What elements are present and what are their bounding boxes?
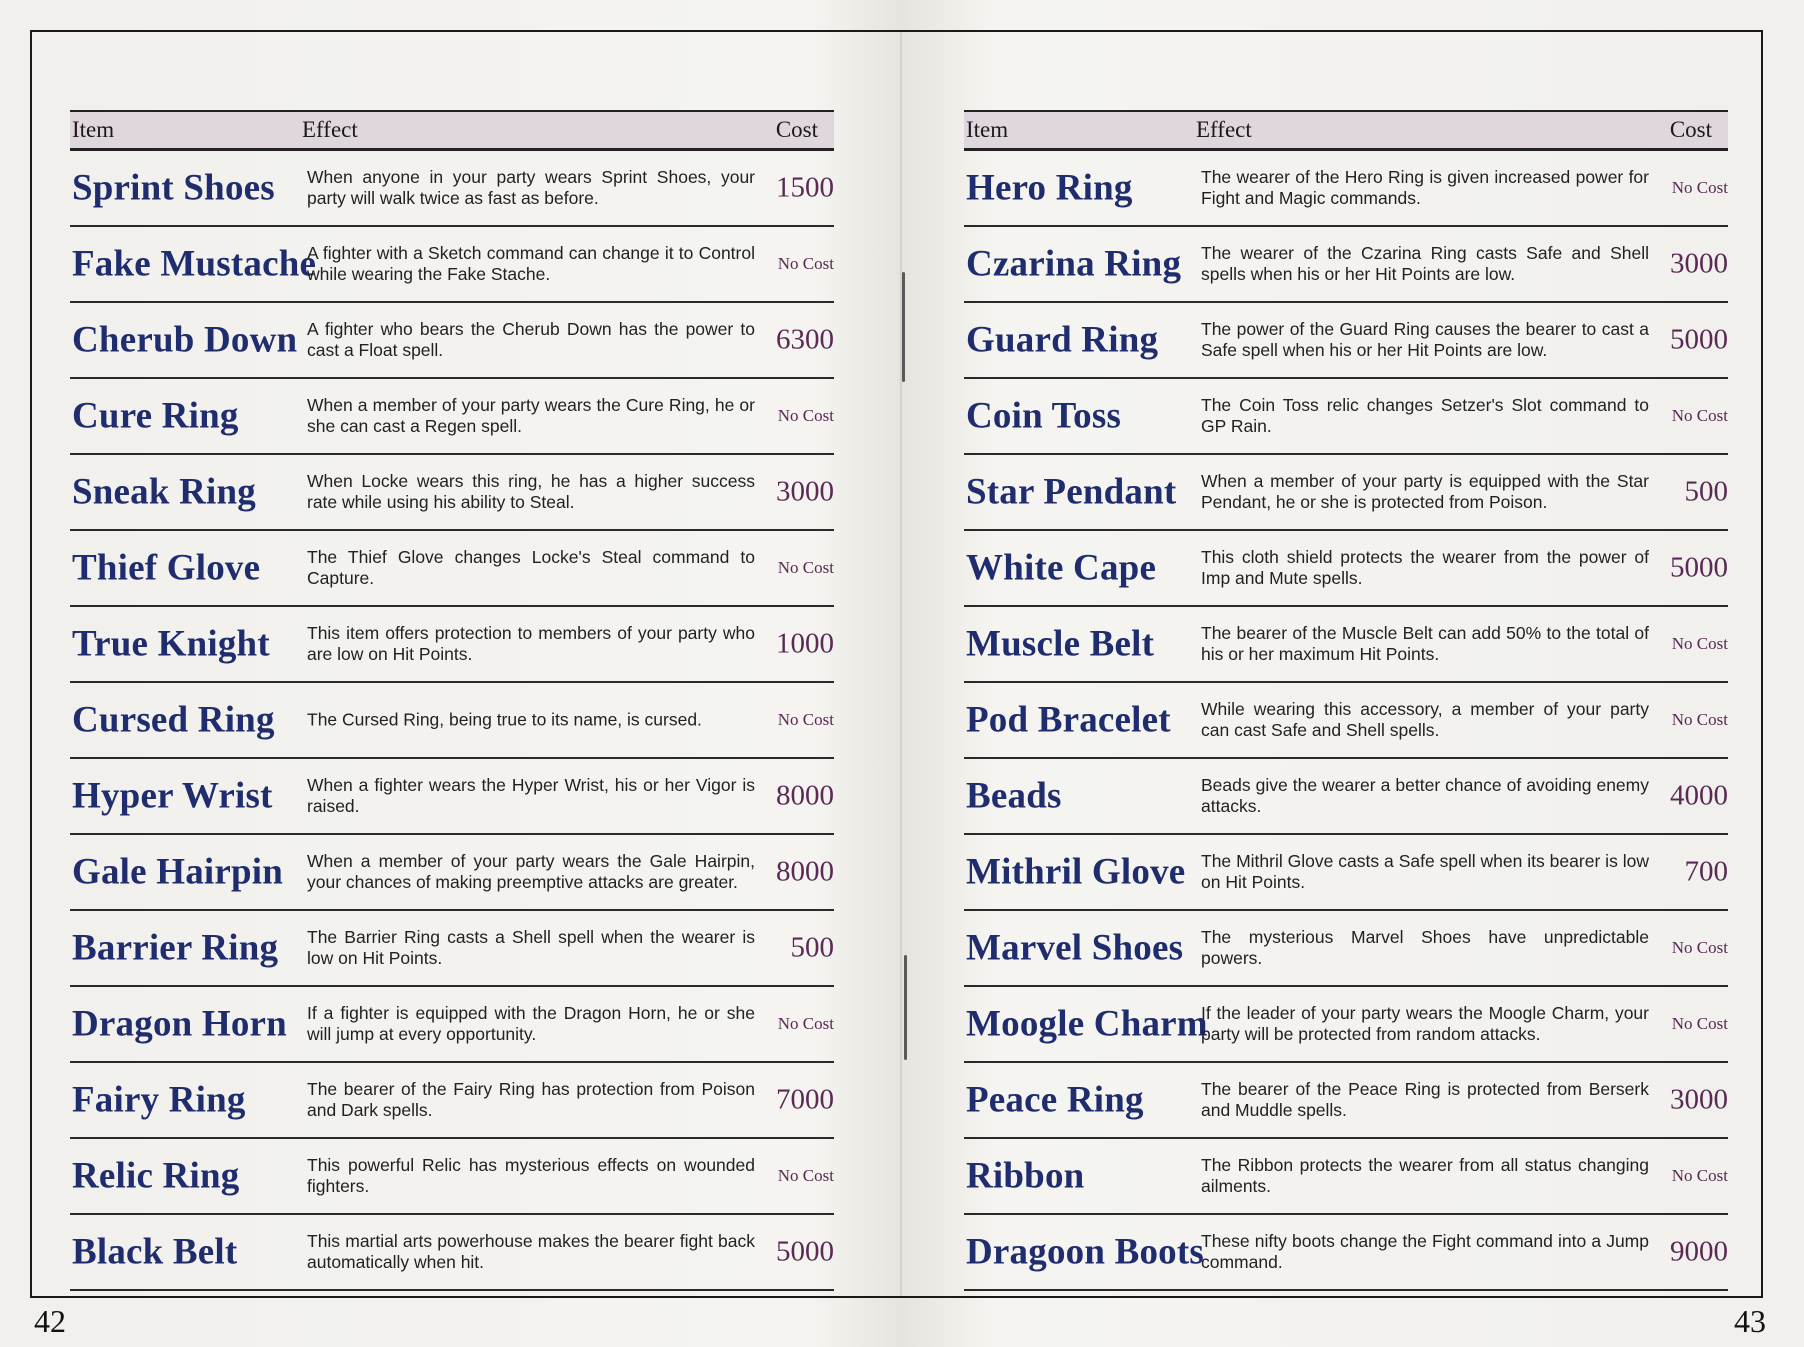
item-name: Relic Ring [72,1155,240,1197]
item-cost: 3000 [776,475,834,508]
table-row [70,455,834,531]
item-cost: No Cost [777,254,834,273]
item-cost: 5000 [1670,551,1728,584]
item-name: White Cape [966,547,1157,589]
item-effect: When a fighter wears the Hyper Wrist, his or her Vigor is raised. [307,775,755,816]
item-name: Moogle Charm [966,1003,1208,1045]
item-name: Mithril Glove [966,851,1186,893]
item-name: Fairy Ring [72,1079,246,1121]
item-cost: 4000 [1670,779,1728,812]
item-cost: No Cost [1671,1014,1728,1033]
item-name: Cherub Down [72,319,298,361]
item-effect: When Locke wears this ring, he has a higher success rate while using his ability to Steal. [307,471,755,512]
item-effect: The wearer of the Czarina Ring casts Safe and Shell spells when his or her Hit Points are low. [1201,243,1649,284]
item-name: Marvel Shoes [966,927,1184,969]
item-effect: The wearer of the Hero Ring is given increased power for Fight and Magic commands. [1201,167,1649,208]
table-row [70,835,834,911]
item-cost: No Cost [777,558,834,577]
item-effect: These nifty boots change the Fight command into a Jump command. [1201,1231,1649,1272]
item-name: Fake Mustache [72,243,317,285]
item-table [70,151,834,1291]
item-effect: The mysterious Marvel Shoes have unpredictable powers. [1201,927,1649,968]
item-name: Czarina Ring [966,243,1182,285]
table-row [964,1139,1728,1215]
header-cost: Cost [1669,117,1712,142]
item-name: Peace Ring [966,1079,1144,1121]
table-row [70,227,834,303]
item-cost: 6300 [776,323,834,356]
item-cost: 7000 [776,1083,834,1116]
item-effect: This cloth shield protects the wearer from the power of Imp and Mute spells. [1201,547,1649,588]
staple-bottom [904,955,907,1060]
left-page [70,110,834,1291]
item-cost: 5000 [776,1235,834,1268]
table-row [70,1063,834,1139]
item-effect: This martial arts powerhouse makes the bearer fight back automatically when hit. [307,1231,755,1272]
table-row [964,987,1728,1063]
table-row [70,1215,834,1291]
header-item: Item [72,117,115,142]
item-effect: The bearer of the Peace Ring is protected from Berserk and Muddle spells. [1201,1079,1649,1120]
table-row [964,227,1728,303]
item-name: Guard Ring [966,319,1159,361]
item-cost: 500 [790,931,834,964]
item-name: Sneak Ring [72,471,256,513]
item-effect: When a member of your party wears the Cure Ring, he or she can cast a Regen spell. [307,395,755,436]
table-header [964,110,1728,151]
item-cost: No Cost [1671,178,1728,197]
item-effect: If the leader of your party wears the Moogle Charm, your party will be protected from random attacks. [1201,1003,1649,1044]
item-effect: Beads give the wearer a better chance of avoiding enemy attacks. [1201,775,1649,816]
table-row [70,759,834,835]
item-name: Beads [966,775,1062,817]
header-effect: Effect [1196,117,1252,142]
item-name: True Knight [72,623,270,665]
item-cost: 8000 [776,779,834,812]
item-name: Barrier Ring [72,927,279,969]
table-row [964,911,1728,987]
item-effect: The Thief Glove changes Locke's Steal command to Capture. [307,547,755,588]
table-row [964,379,1728,455]
table-row [70,379,834,455]
item-name: Star Pendant [966,471,1177,513]
item-name: Black Belt [72,1231,238,1273]
table-row [964,683,1728,759]
item-effect: The power of the Guard Ring causes the bearer to cast a Safe spell when his or her Hit Points are low. [1201,319,1649,360]
item-effect: The bearer of the Fairy Ring has protection from Poison and Dark spells. [307,1079,755,1120]
item-cost: 1000 [776,627,834,660]
item-effect: The Barrier Ring casts a Shell spell when the wearer is low on Hit Points. [307,927,755,968]
book-fold [900,30,902,1298]
table-row [70,683,834,759]
item-effect: The Cursed Ring, being true to its name, is cursed. [307,709,702,730]
item-effect: When a member of your party wears the Gale Hairpin, your chances of making preemptive attacks are greater. [307,851,755,892]
header-effect: Effect [302,117,358,142]
item-cost: No Cost [777,710,834,729]
item-effect: While wearing this accessory, a member of your party can cast Safe and Shell spells. [1201,699,1649,740]
item-cost: No Cost [777,1166,834,1185]
item-effect: When a member of your party is equipped with the Star Pendant, he or she is protected from Poison. [1201,471,1649,512]
item-name: Dragoon Boots [966,1231,1204,1273]
item-cost: 500 [1684,475,1728,508]
item-cost: No Cost [1671,634,1728,653]
item-name: Sprint Shoes [72,167,275,209]
table-row [964,303,1728,379]
item-cost: 8000 [776,855,834,888]
item-name: Dragon Horn [72,1003,287,1045]
item-name: Ribbon [966,1155,1085,1197]
item-effect: The bearer of the Muscle Belt can add 50% to the total of his or her maximum Hit Points. [1201,623,1649,664]
item-cost: 3000 [1670,247,1728,280]
item-effect: A fighter with a Sketch command can change it to Control while wearing the Fake Stache. [307,243,755,284]
table-row [964,1063,1728,1139]
table-row [70,151,834,227]
table-row [70,607,834,683]
item-effect: If a fighter is equipped with the Dragon Horn, he or she will jump at every opportunity. [307,1003,755,1044]
item-effect: This item offers protection to members of your party who are low on Hit Points. [307,623,755,664]
item-cost: No Cost [1671,1166,1728,1185]
table-row [70,303,834,379]
table-row [70,531,834,607]
item-cost: 5000 [1670,323,1728,356]
table-row [964,531,1728,607]
item-name: Cure Ring [72,395,239,437]
item-effect: A fighter who bears the Cherub Down has the power to cast a Float spell. [307,319,755,360]
staple-top [902,272,905,382]
page-number-right: 43 [1734,1303,1766,1339]
item-name: Hero Ring [966,167,1133,209]
table-row [70,987,834,1063]
item-name: Pod Bracelet [966,699,1171,741]
page-number-left: 42 [34,1303,66,1339]
item-cost: No Cost [777,406,834,425]
header-cost: Cost [775,117,818,142]
item-table [964,151,1728,1291]
item-effect: The Coin Toss relic changes Setzer's Slot command to GP Rain. [1201,395,1649,436]
item-cost: 1500 [776,171,834,204]
item-effect: When anyone in your party wears Sprint Shoes, your party will walk twice as fast as before. [307,167,755,208]
table-row [70,911,834,987]
item-cost: No Cost [1671,938,1728,957]
item-effect: The Mithril Glove casts a Safe spell when its bearer is low on Hit Points. [1201,851,1649,892]
table-row [70,1139,834,1215]
table-row [964,835,1728,911]
item-name: Muscle Belt [966,623,1155,665]
item-cost: 9000 [1670,1235,1728,1268]
item-name: Cursed Ring [72,699,275,741]
item-cost: 3000 [1670,1083,1728,1116]
table-row [964,151,1728,227]
item-cost: No Cost [1671,710,1728,729]
table-row [964,759,1728,835]
table-header [70,110,834,151]
item-cost: 700 [1684,855,1728,888]
item-name: Coin Toss [966,395,1122,437]
item-cost: No Cost [1671,406,1728,425]
item-effect: This powerful Relic has mysterious effects on wounded fighters. [307,1155,755,1196]
table-row [964,607,1728,683]
item-cost: No Cost [777,1014,834,1033]
item-name: Hyper Wrist [72,775,273,817]
header-item: Item [966,117,1009,142]
right-page [964,110,1728,1291]
item-name: Gale Hairpin [72,851,284,893]
item-effect: The Ribbon protects the wearer from all status changing ailments. [1201,1155,1649,1196]
item-name: Thief Glove [72,547,261,589]
table-row [964,1215,1728,1291]
table-row [964,455,1728,531]
